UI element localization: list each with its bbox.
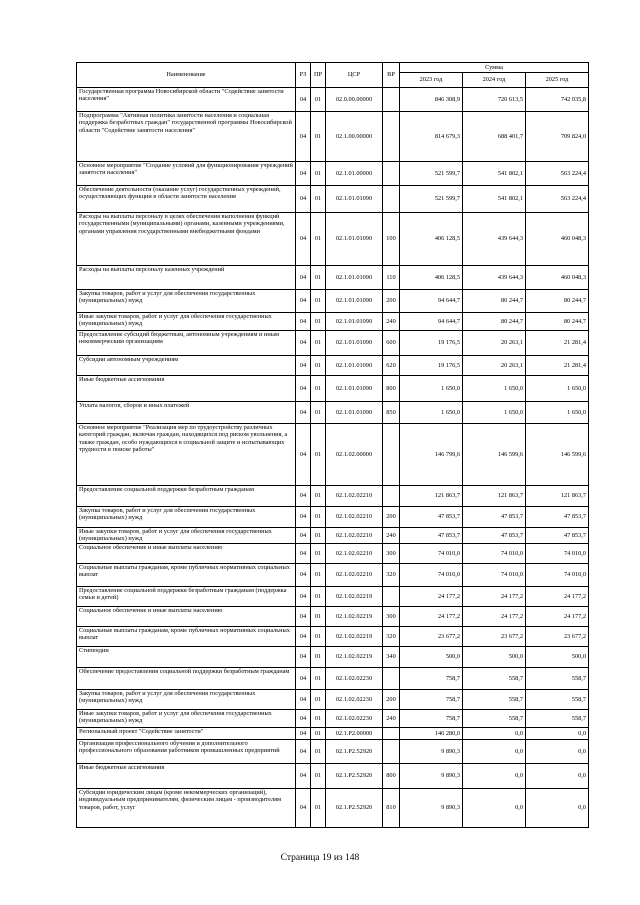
cell-name: Предоставление социальной поддержки безработным гражданам — [77, 486, 296, 507]
cell-vr: 240 — [383, 528, 400, 544]
cell-rz: 04 — [296, 789, 311, 828]
cell-y2023: 23 677,2 — [400, 627, 463, 647]
cell-y2023: 500,0 — [400, 647, 463, 668]
cell-y2024: 541 802,1 — [463, 162, 526, 186]
cell-vr: 810 — [383, 789, 400, 828]
cell-vr: 320 — [383, 627, 400, 647]
table-row — [77, 486, 589, 507]
cell-name: Основное мероприятие "Реализация мер по трудоустройству различных категорий граждан, включая граждан, находящихся под риском увольнения, а также граждан, особо нуждающихся в социальной защите и испытывающих трудности в поиске работы" — [77, 424, 296, 486]
table-row — [77, 728, 589, 740]
cell-pr: 01 — [311, 88, 326, 112]
cell-y2023: 24 177,2 — [400, 607, 463, 627]
cell-y2023: 24 177,2 — [400, 587, 463, 607]
cell-name: Государственная программа Новосибирской области "Содействие занятости населения" — [77, 88, 296, 112]
cell-y2024: 558,7 — [463, 690, 526, 710]
cell-pr: 01 — [311, 290, 326, 313]
table-row — [77, 186, 589, 213]
cell-rz: 04 — [296, 424, 311, 486]
cell-rz: 04 — [296, 331, 311, 356]
cell-y2025: 47 853,7 — [526, 507, 589, 528]
cell-name: Субсидии автономным учреждениям — [77, 356, 296, 376]
cell-y2025: 24 177,2 — [526, 607, 589, 627]
cell-name: Расходы на выплаты персоналу в целях обеспечения выполнения функций государственными (муниципальными) органами, казенными учреждениями, органами управления государственными внебюджетными фондами — [77, 213, 296, 266]
cell-vr — [383, 112, 400, 162]
cell-rz: 04 — [296, 402, 311, 424]
cell-y2023: 146 799,6 — [400, 424, 463, 486]
cell-y2023: 758,7 — [400, 668, 463, 690]
cell-vr — [383, 587, 400, 607]
cell-pr: 01 — [311, 587, 326, 607]
cell-y2023: 47 853,7 — [400, 507, 463, 528]
cell-rz: 04 — [296, 507, 311, 528]
cell-y2024: 558,7 — [463, 668, 526, 690]
cell-csr: 02.1.02.02210 — [326, 486, 383, 507]
cell-y2025: 1 650,0 — [526, 402, 589, 424]
cell-rz: 04 — [296, 290, 311, 313]
table-row — [77, 544, 589, 564]
cell-name: Региональный проект "Содействие занятости" — [77, 728, 296, 740]
cell-pr: 01 — [311, 266, 326, 290]
cell-csr: 02.1.01.00000 — [326, 162, 383, 186]
cell-pr: 01 — [311, 647, 326, 668]
cell-y2025: 80 244,7 — [526, 290, 589, 313]
header-year-2025: 2025 год — [526, 73, 589, 88]
cell-y2023: 9 890,3 — [400, 789, 463, 828]
table-row — [77, 331, 589, 356]
cell-csr: 02.1.01.01090 — [326, 356, 383, 376]
cell-vr: 200 — [383, 290, 400, 313]
cell-y2023: 74 010,0 — [400, 544, 463, 564]
table-row — [77, 402, 589, 424]
cell-vr: 200 — [383, 507, 400, 528]
cell-name: Закупка товаров, работ и услуг для обеспечения государственных (муниципальных) нужд — [77, 690, 296, 710]
cell-vr: 850 — [383, 402, 400, 424]
cell-y2025: 74 010,0 — [526, 564, 589, 587]
cell-pr: 01 — [311, 356, 326, 376]
cell-csr: 02.1.02.02210 — [326, 528, 383, 544]
cell-rz: 04 — [296, 710, 311, 728]
header-rz: РЗ — [296, 63, 311, 88]
cell-pr: 01 — [311, 627, 326, 647]
cell-csr: 02.1.P2.52920 — [326, 740, 383, 764]
cell-rz: 04 — [296, 88, 311, 112]
cell-y2024: 688 401,7 — [463, 112, 526, 162]
cell-y2023: 94 644,7 — [400, 290, 463, 313]
cell-name: Обеспечение деятельности (оказание услуг) государственных учреждений, осуществляющих функции в области занятости населения — [77, 186, 296, 213]
cell-vr: 320 — [383, 564, 400, 587]
cell-y2024: 121 863,7 — [463, 486, 526, 507]
cell-vr: 240 — [383, 710, 400, 728]
table-row — [77, 607, 589, 627]
header-sum: Сумма — [400, 63, 589, 73]
cell-csr: 02.0.00.00000 — [326, 88, 383, 112]
table-row — [77, 789, 589, 828]
cell-y2024: 80 244,7 — [463, 313, 526, 331]
cell-y2025: 0,0 — [526, 740, 589, 764]
cell-y2023: 1 650,0 — [400, 402, 463, 424]
cell-pr: 01 — [311, 607, 326, 627]
cell-name: Иные бюджетные ассигнования — [77, 376, 296, 402]
cell-vr: 800 — [383, 376, 400, 402]
cell-y2025: 146 599,6 — [526, 424, 589, 486]
cell-rz: 04 — [296, 213, 311, 266]
cell-pr: 01 — [311, 764, 326, 789]
cell-rz: 04 — [296, 528, 311, 544]
cell-y2025: 121 863,7 — [526, 486, 589, 507]
cell-rz: 04 — [296, 186, 311, 213]
cell-y2023: 121 863,7 — [400, 486, 463, 507]
cell-rz: 04 — [296, 740, 311, 764]
cell-rz: 04 — [296, 486, 311, 507]
cell-y2024: 24 177,2 — [463, 587, 526, 607]
cell-pr: 01 — [311, 544, 326, 564]
cell-rz: 04 — [296, 668, 311, 690]
cell-y2024: 1 650,0 — [463, 376, 526, 402]
cell-pr: 01 — [311, 213, 326, 266]
cell-y2024: 20 263,1 — [463, 331, 526, 356]
cell-csr: 02.1.P2.52920 — [326, 764, 383, 789]
cell-y2024: 720 613,5 — [463, 88, 526, 112]
table-row — [77, 424, 589, 486]
cell-y2025: 563 224,4 — [526, 186, 589, 213]
table-row — [77, 213, 589, 266]
cell-rz: 04 — [296, 647, 311, 668]
page-number: Страница 19 из 148 — [280, 853, 360, 863]
cell-y2025: 74 010,0 — [526, 544, 589, 564]
cell-y2023: 94 644,7 — [400, 313, 463, 331]
table-row — [77, 356, 589, 376]
cell-csr: 02.1.02.02219 — [326, 587, 383, 607]
cell-y2023: 406 128,5 — [400, 213, 463, 266]
cell-y2024: 0,0 — [463, 740, 526, 764]
cell-name: Закупка товаров, работ и услуг для обеспечения государственных (муниципальных) нужд — [77, 290, 296, 313]
cell-y2023: 1 650,0 — [400, 376, 463, 402]
cell-vr: 340 — [383, 647, 400, 668]
cell-pr: 01 — [311, 424, 326, 486]
cell-y2025: 24 177,2 — [526, 587, 589, 607]
cell-y2024: 20 263,1 — [463, 356, 526, 376]
cell-csr: 02.1.02.02219 — [326, 627, 383, 647]
cell-vr — [383, 728, 400, 740]
cell-y2023: 9 890,3 — [400, 740, 463, 764]
cell-csr: 02.1.01.01090 — [326, 266, 383, 290]
cell-csr: 02.1.02.00000 — [326, 424, 383, 486]
cell-pr: 01 — [311, 690, 326, 710]
cell-vr: 200 — [383, 690, 400, 710]
cell-name: Иные бюджетные ассигнования — [77, 764, 296, 789]
cell-vr — [383, 740, 400, 764]
cell-vr: 600 — [383, 331, 400, 356]
cell-vr: 240 — [383, 313, 400, 331]
cell-y2025: 563 224,4 — [526, 162, 589, 186]
cell-rz: 04 — [296, 376, 311, 402]
table-row — [77, 564, 589, 587]
cell-csr: 02.1.02.02210 — [326, 564, 383, 587]
cell-y2024: 0,0 — [463, 789, 526, 828]
cell-vr: 620 — [383, 356, 400, 376]
cell-name: Социальные выплаты гражданам, кроме публичных нормативных социальных выплат — [77, 564, 296, 587]
cell-name: Субсидии юридическим лицам (кроме некоммерческих организаций), индивидуальным предпринимателям, физическим лицам - производителям товаров, работ, услуг — [77, 789, 296, 828]
cell-csr: 02.1.01.01090 — [326, 331, 383, 356]
cell-y2025: 500,0 — [526, 647, 589, 668]
table-row — [77, 690, 589, 710]
table-row — [77, 740, 589, 764]
table-row — [77, 313, 589, 331]
cell-y2025: 742 035,8 — [526, 88, 589, 112]
cell-pr: 01 — [311, 331, 326, 356]
cell-y2023: 814 679,3 — [400, 112, 463, 162]
cell-csr: 02.1.02.02219 — [326, 647, 383, 668]
table-row — [77, 627, 589, 647]
cell-y2024: 0,0 — [463, 728, 526, 740]
cell-rz: 04 — [296, 112, 311, 162]
cell-y2024: 0,0 — [463, 764, 526, 789]
table-row — [77, 290, 589, 313]
cell-pr: 01 — [311, 710, 326, 728]
cell-csr: 02.1.02.02210 — [326, 507, 383, 528]
cell-name: Предоставление субсидий бюджетным, автономным учреждениям и иным некоммерческим организациям — [77, 331, 296, 356]
cell-pr: 01 — [311, 112, 326, 162]
table-row — [77, 112, 589, 162]
cell-y2024: 146 599,6 — [463, 424, 526, 486]
cell-y2023: 146 280,0 — [400, 728, 463, 740]
cell-y2023: 74 010,0 — [400, 564, 463, 587]
header-csr: ЦСР — [326, 63, 383, 88]
table-row — [77, 587, 589, 607]
table-row — [77, 764, 589, 789]
cell-pr: 01 — [311, 728, 326, 740]
cell-vr — [383, 486, 400, 507]
cell-pr: 01 — [311, 564, 326, 587]
cell-vr: 300 — [383, 607, 400, 627]
cell-rz: 04 — [296, 544, 311, 564]
cell-csr: 02.1.P2.52920 — [326, 789, 383, 828]
cell-y2024: 541 802,1 — [463, 186, 526, 213]
cell-csr: 02.1.02.02230 — [326, 668, 383, 690]
cell-y2025: 558,7 — [526, 690, 589, 710]
cell-rz: 04 — [296, 564, 311, 587]
cell-csr: 02.1.P2.00000 — [326, 728, 383, 740]
cell-vr: 110 — [383, 266, 400, 290]
cell-y2025: 558,7 — [526, 710, 589, 728]
cell-rz: 04 — [296, 728, 311, 740]
cell-y2023: 521 599,7 — [400, 162, 463, 186]
cell-vr — [383, 668, 400, 690]
header-pr: ПР — [311, 63, 326, 88]
cell-name: Иные закупки товаров, работ и услуг для обеспечения государственных (муниципальных) нужд — [77, 528, 296, 544]
cell-name: Обеспечение предоставления социальной поддержки безработным гражданам — [77, 668, 296, 690]
cell-name: Стипендии — [77, 647, 296, 668]
table-row — [77, 647, 589, 668]
table-row — [77, 266, 589, 290]
table-row — [77, 376, 589, 402]
cell-csr: 02.1.02.02210 — [326, 544, 383, 564]
cell-rz: 04 — [296, 690, 311, 710]
cell-pr: 01 — [311, 162, 326, 186]
cell-pr: 01 — [311, 486, 326, 507]
cell-rz: 04 — [296, 356, 311, 376]
cell-csr: 02.1.01.01090 — [326, 290, 383, 313]
cell-vr — [383, 186, 400, 213]
cell-y2024: 74 010,0 — [463, 544, 526, 564]
cell-csr: 02.1.02.02219 — [326, 607, 383, 627]
cell-vr — [383, 88, 400, 112]
cell-name: Социальное обеспечение и иные выплаты населению — [77, 607, 296, 627]
cell-name: Социальные выплаты гражданам, кроме публичных нормативных социальных выплат — [77, 627, 296, 647]
cell-y2025: 0,0 — [526, 728, 589, 740]
table-row — [77, 162, 589, 186]
cell-rz: 04 — [296, 266, 311, 290]
table-body — [77, 88, 589, 828]
cell-y2025: 1 650,0 — [526, 376, 589, 402]
cell-pr: 01 — [311, 668, 326, 690]
cell-y2025: 0,0 — [526, 764, 589, 789]
cell-pr: 01 — [311, 402, 326, 424]
cell-name: Подпрограмма "Активная политика занятости населения и социальная поддержка безработных граждан" государственной программы Новосибирской области "Содействие занятости населения" — [77, 112, 296, 162]
cell-name: Иные закупки товаров, работ и услуг для обеспечения государственных (муниципальных) нужд — [77, 313, 296, 331]
cell-y2023: 9 890,3 — [400, 764, 463, 789]
cell-y2025: 80 244,7 — [526, 313, 589, 331]
cell-rz: 04 — [296, 313, 311, 331]
cell-csr: 02.1.02.02230 — [326, 690, 383, 710]
cell-pr: 01 — [311, 740, 326, 764]
cell-y2023: 19 176,5 — [400, 356, 463, 376]
cell-pr: 01 — [311, 789, 326, 828]
cell-name: Иные закупки товаров, работ и услуг для обеспечения государственных (муниципальных) нужд — [77, 710, 296, 728]
cell-rz: 04 — [296, 162, 311, 186]
cell-name: Уплата налогов, сборов и иных платежей — [77, 402, 296, 424]
cell-y2024: 80 244,7 — [463, 290, 526, 313]
cell-rz: 04 — [296, 627, 311, 647]
cell-y2024: 439 644,3 — [463, 266, 526, 290]
cell-y2024: 23 677,2 — [463, 627, 526, 647]
cell-vr: 300 — [383, 544, 400, 564]
table-row — [77, 507, 589, 528]
cell-pr: 01 — [311, 186, 326, 213]
table-row — [77, 528, 589, 544]
cell-y2024: 47 853,7 — [463, 507, 526, 528]
cell-name: Социальное обеспечение и иные выплаты населению — [77, 544, 296, 564]
cell-pr: 01 — [311, 376, 326, 402]
cell-y2023: 521 599,7 — [400, 186, 463, 213]
table-row — [77, 710, 589, 728]
cell-y2025: 460 048,3 — [526, 213, 589, 266]
cell-name: Основное мероприятие "Создание условий для функционирования учреждений занятости населения" — [77, 162, 296, 186]
cell-csr: 02.1.01.01090 — [326, 313, 383, 331]
cell-y2025: 23 677,2 — [526, 627, 589, 647]
cell-y2025: 558,7 — [526, 668, 589, 690]
cell-y2024: 1 650,0 — [463, 402, 526, 424]
cell-y2024: 439 644,3 — [463, 213, 526, 266]
cell-y2023: 846 308,9 — [400, 88, 463, 112]
cell-pr: 01 — [311, 507, 326, 528]
cell-y2025: 21 281,4 — [526, 356, 589, 376]
cell-y2025: 21 281,4 — [526, 331, 589, 356]
cell-y2024: 500,0 — [463, 647, 526, 668]
cell-rz: 04 — [296, 764, 311, 789]
cell-rz: 04 — [296, 607, 311, 627]
cell-y2023: 758,7 — [400, 690, 463, 710]
table-row — [77, 668, 589, 690]
cell-y2023: 406 128,5 — [400, 266, 463, 290]
cell-vr — [383, 424, 400, 486]
cell-name: Предоставление социальной поддержки безработным гражданам (поддержка семьи и детей) — [77, 587, 296, 607]
cell-name: Закупка товаров, работ и услуг для обеспечения государственных (муниципальных) нужд — [77, 507, 296, 528]
cell-vr: 800 — [383, 764, 400, 789]
cell-y2024: 74 010,0 — [463, 564, 526, 587]
cell-y2023: 47 853,7 — [400, 528, 463, 544]
cell-csr: 02.1.01.01090 — [326, 213, 383, 266]
cell-vr — [383, 162, 400, 186]
cell-csr: 02.1.01.01090 — [326, 376, 383, 402]
cell-csr: 02.1.00.00000 — [326, 112, 383, 162]
cell-rz: 04 — [296, 587, 311, 607]
cell-name: Расходы на выплаты персоналу казенных учреждений — [77, 266, 296, 290]
cell-y2025: 460 048,3 — [526, 266, 589, 290]
cell-csr: 02.1.01.01090 — [326, 402, 383, 424]
cell-csr: 02.1.01.01090 — [326, 186, 383, 213]
cell-y2023: 758,7 — [400, 710, 463, 728]
cell-y2025: 709 824,0 — [526, 112, 589, 162]
cell-y2025: 47 853,7 — [526, 528, 589, 544]
cell-y2024: 47 853,7 — [463, 528, 526, 544]
cell-y2025: 0,0 — [526, 789, 589, 828]
cell-name: Организация профессионального обучения и дополнительного профессионального образования работников промышленных предприятий — [77, 740, 296, 764]
budget-table — [76, 62, 589, 828]
header-year-2023: 2023 год — [400, 73, 463, 88]
header-name: Наименование — [77, 63, 296, 88]
cell-pr: 01 — [311, 313, 326, 331]
cell-vr: 100 — [383, 213, 400, 266]
cell-y2023: 19 176,5 — [400, 331, 463, 356]
cell-pr: 01 — [311, 528, 326, 544]
header-year-2024: 2024 год — [463, 73, 526, 88]
header-vr: ВР — [383, 63, 400, 88]
cell-csr: 02.1.02.02230 — [326, 710, 383, 728]
cell-y2024: 558,7 — [463, 710, 526, 728]
table-row — [77, 88, 589, 112]
cell-y2024: 24 177,2 — [463, 607, 526, 627]
